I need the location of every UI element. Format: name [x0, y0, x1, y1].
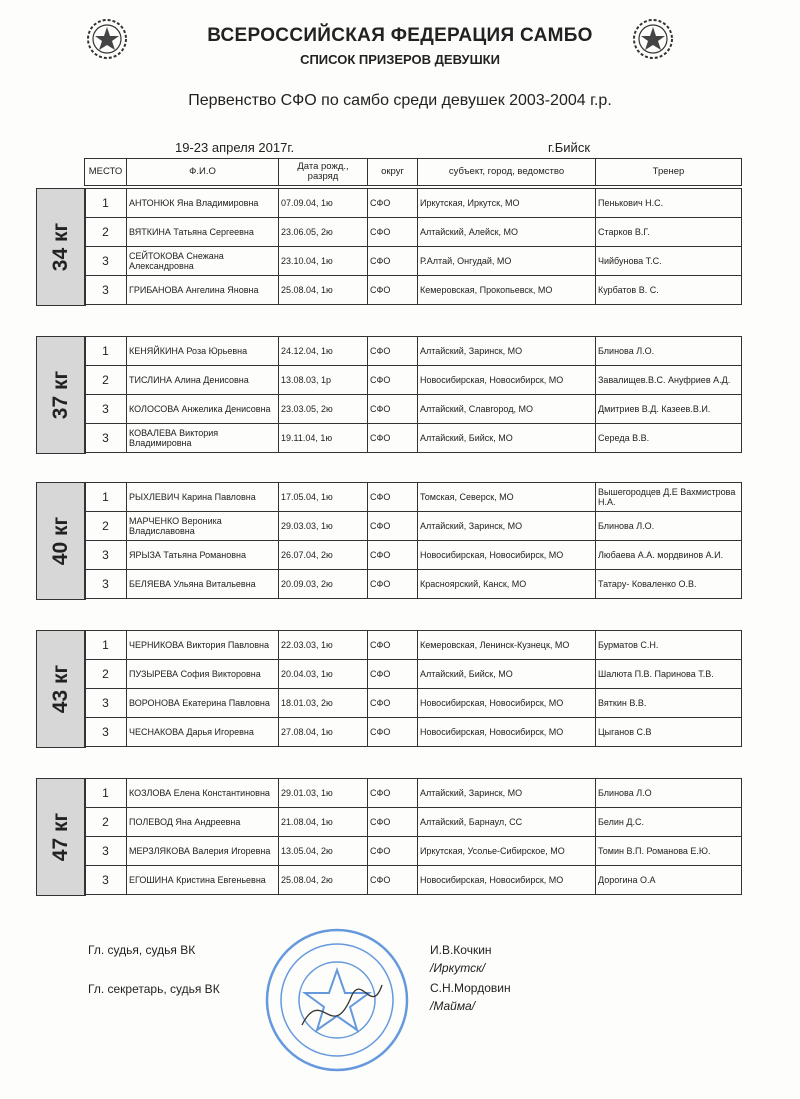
cell-okrug: СФО [368, 337, 418, 366]
judge-name: И.В.Кочкин [430, 943, 492, 957]
competition-title: Первенство СФО по самбо среди девушек 2003-2004 г.р. [188, 92, 612, 109]
cell-okrug: СФО [368, 218, 418, 247]
cell-region: Алтайский, Заринск, МО [418, 779, 596, 808]
cell-coach: Томин В.П. Романова Е.Ю. [596, 837, 742, 866]
cell-dob: 22.03.03, 1ю [279, 631, 368, 660]
table-row [85, 689, 742, 718]
cell-place: 3 [85, 689, 127, 718]
cell-place: 3 [85, 718, 127, 747]
cell-coach: Чийбунова Т.С. [596, 247, 742, 276]
cell-dob: 29.01.03, 1ю [279, 779, 368, 808]
cell-dob: 20.04.03, 1ю [279, 660, 368, 689]
cell-place: 1 [85, 337, 127, 366]
competition-dates: 19-23 апреля 2017г. [175, 140, 295, 155]
table-row [85, 837, 742, 866]
judge-title: Гл. судья, судья ВК [88, 943, 196, 957]
cell-region: Алтайский, Заринск, МО [418, 337, 596, 366]
cell-dob: 18.01.03, 2ю [279, 689, 368, 718]
cell-name: ГРИБАНОВА Ангелина Яновна [127, 276, 279, 305]
cell-okrug: СФО [368, 189, 418, 218]
cell-okrug: СФО [368, 718, 418, 747]
cell-place: 3 [85, 866, 127, 895]
table-row [85, 512, 742, 541]
cell-region: Кемеровская, Ленинск-Кузнецк, МО [418, 631, 596, 660]
cell-name: КОВАЛЕВА Виктория Владимировна [127, 424, 279, 453]
cell-region: Алтайский, Славгород, МО [418, 395, 596, 424]
cell-name: СЕЙТОКОВА Снежана Александровна [127, 247, 279, 276]
cell-coach: Любаева А.А. мордвинов А.И. [596, 541, 742, 570]
secretary-city: /Майма/ [430, 999, 476, 1013]
cell-coach: Вышегородцев Д.Е Вахмистрова Н.А. [596, 483, 742, 512]
cell-okrug: СФО [368, 276, 418, 305]
cell-name: КОЗЛОВА Елена Константиновна [127, 779, 279, 808]
weight-category-text: 47 кг [49, 812, 73, 862]
table-row [85, 541, 742, 570]
table-row [85, 424, 742, 453]
table-row [85, 808, 742, 837]
cell-region: Иркутская, Иркутск, МО [418, 189, 596, 218]
table-row [85, 366, 742, 395]
cell-okrug: СФО [368, 779, 418, 808]
cell-dob: 24.12.04, 1ю [279, 337, 368, 366]
official-stamp-icon [262, 925, 412, 1075]
table-row [85, 779, 742, 808]
cell-okrug: СФО [368, 483, 418, 512]
cell-okrug: СФО [368, 689, 418, 718]
table-row [85, 866, 742, 895]
weight-category-label [36, 336, 86, 454]
cell-place: 3 [85, 276, 127, 305]
cell-region: Алтайский, Бийск, МО [418, 660, 596, 689]
cell-place: 2 [85, 218, 127, 247]
cell-place: 2 [85, 366, 127, 395]
cell-place: 3 [85, 247, 127, 276]
cell-region: Новосибирская, Новосибирск, МО [418, 541, 596, 570]
column-header-table [84, 158, 742, 186]
cell-name: КОЛОСОВА Анжелика Денисовна [127, 395, 279, 424]
cell-coach: Блинова Л.О. [596, 512, 742, 541]
cell-dob: 23.10.04, 1ю [279, 247, 368, 276]
table-row [85, 276, 742, 305]
cell-region: Томская, Северск, МО [418, 483, 596, 512]
cell-place: 1 [85, 189, 127, 218]
cell-name: БЕЛЯЕВА Ульяна Витальевна [127, 570, 279, 599]
cell-coach: Вяткин В.В. [596, 689, 742, 718]
weight-category-text: 40 кг [49, 516, 73, 566]
cell-dob: 19.11.04, 1ю [279, 424, 368, 453]
cell-dob: 20.09.03, 2ю [279, 570, 368, 599]
col-dob: Дата рожд., разряд [279, 159, 368, 186]
cell-place: 3 [85, 541, 127, 570]
cell-coach: Цыганов С.В [596, 718, 742, 747]
cell-name: МЕРЗЛЯКОВА Валерия Игоревна [127, 837, 279, 866]
cell-dob: 26.07.04, 2ю [279, 541, 368, 570]
cell-name: ВОРОНОВА Екатерина Павловна [127, 689, 279, 718]
cell-name: ТИСЛИНА Алина Денисовна [127, 366, 279, 395]
table-row [85, 218, 742, 247]
category-table [84, 630, 742, 747]
secretary-name: С.Н.Мордовин [430, 981, 511, 995]
cell-dob: 13.08.03, 1р [279, 366, 368, 395]
category-table [84, 336, 742, 453]
cell-region: Алтайский, Бийск, МО [418, 424, 596, 453]
cell-region: Новосибирская, Новосибирск, МО [418, 689, 596, 718]
cell-okrug: СФО [368, 570, 418, 599]
table-row [85, 395, 742, 424]
cell-coach: Белин Д.С. [596, 808, 742, 837]
table-row [85, 718, 742, 747]
category-table [84, 188, 742, 305]
cell-okrug: СФО [368, 808, 418, 837]
cell-name: ЧЕСНАКОВА Дарья Игоревна [127, 718, 279, 747]
cell-name: ВЯТКИНА Татьяна Сергеевна [127, 218, 279, 247]
cell-region: Р.Алтай, Онгудай, МО [418, 247, 596, 276]
cell-coach: Середа В.В. [596, 424, 742, 453]
cell-dob: 23.03.05, 2ю [279, 395, 368, 424]
cell-place: 3 [85, 837, 127, 866]
cell-dob: 27.08.04, 1ю [279, 718, 368, 747]
cell-okrug: СФО [368, 837, 418, 866]
col-region: субъект, город, ведомство [418, 159, 596, 186]
cell-place: 2 [85, 512, 127, 541]
cell-okrug: СФО [368, 424, 418, 453]
cell-coach: Блинова Л.О. [596, 337, 742, 366]
cell-dob: 17.05.04, 1ю [279, 483, 368, 512]
weight-category-text: 37 кг [49, 370, 73, 420]
cell-name: ЯРЫЗА Татьяна Романовна [127, 541, 279, 570]
cell-place: 3 [85, 570, 127, 599]
weight-category-label [36, 630, 86, 748]
cell-okrug: СФО [368, 631, 418, 660]
cell-coach: Курбатов В. С. [596, 276, 742, 305]
cell-place: 2 [85, 808, 127, 837]
cell-name: ЧЕРНИКОВА Виктория Павловна [127, 631, 279, 660]
cell-okrug: СФО [368, 512, 418, 541]
cell-region: Новосибирская, Новосибирск, МО [418, 866, 596, 895]
cell-dob: 07.09.04, 1ю [279, 189, 368, 218]
weight-category-text: 43 кг [49, 664, 73, 714]
cell-region: Новосибирская, Новосибирск, МО [418, 366, 596, 395]
cell-dob: 25.08.04, 2ю [279, 866, 368, 895]
cell-dob: 29.03.03, 1ю [279, 512, 368, 541]
cell-place: 1 [85, 483, 127, 512]
table-row [85, 337, 742, 366]
col-okrug: округ [368, 159, 418, 186]
col-coach: Тренер [596, 159, 742, 186]
cell-coach: Бурматов С.Н. [596, 631, 742, 660]
judge-city: /Иркутск/ [430, 961, 486, 975]
cell-region: Алтайский, Заринск, МО [418, 512, 596, 541]
cell-name: ПУЗЫРЕВА София Викторовна [127, 660, 279, 689]
cell-coach: Блинова Л.О [596, 779, 742, 808]
category-table [84, 482, 742, 599]
cell-region: Иркутская, Усолье-Сибирское, МО [418, 837, 596, 866]
cell-dob: 23.06.05, 2ю [279, 218, 368, 247]
competition-city: г.Бийск [548, 140, 591, 155]
weight-category-label [36, 778, 86, 896]
table-row [85, 660, 742, 689]
cell-coach: Татару- Коваленко О.В. [596, 570, 742, 599]
table-row [85, 189, 742, 218]
cell-okrug: СФО [368, 395, 418, 424]
weight-category-text: 34 кг [49, 222, 73, 272]
cell-name: РЫХЛЕВИЧ Карина Павловна [127, 483, 279, 512]
federation-title: ВСЕРОССИЙСКАЯ ФЕДЕРАЦИЯ САМБО [207, 25, 593, 46]
cell-region: Красноярский, Канск, МО [418, 570, 596, 599]
cell-dob: 25.08.04, 1ю [279, 276, 368, 305]
cell-dob: 13.05.04, 2ю [279, 837, 368, 866]
cell-place: 3 [85, 424, 127, 453]
cell-region: Кемеровская, Прокопьевск, МО [418, 276, 596, 305]
cell-name: АНТОНЮК Яна Владимировна [127, 189, 279, 218]
cell-coach: Шалюта П.В. Паринова Т.В. [596, 660, 742, 689]
table-row [85, 247, 742, 276]
table-row [85, 631, 742, 660]
cell-region: Алтайский, Алейск, МО [418, 218, 596, 247]
cell-okrug: СФО [368, 866, 418, 895]
cell-coach: Старков В.Г. [596, 218, 742, 247]
category-table [84, 778, 742, 895]
cell-place: 3 [85, 395, 127, 424]
cell-name: МАРЧЕНКО Вероника Владиславовна [127, 512, 279, 541]
cell-region: Новосибирская, Новосибирск, МО [418, 718, 596, 747]
cell-dob: 21.08.04, 1ю [279, 808, 368, 837]
col-name: Ф.И.О [127, 159, 279, 186]
cell-place: 1 [85, 631, 127, 660]
cell-coach: Дмитриев В.Д. Казеев.В.И. [596, 395, 742, 424]
col-place: МЕСТО [85, 159, 127, 186]
table-row [85, 570, 742, 599]
cell-name: КЕНЯЙКИНА Роза Юрьевна [127, 337, 279, 366]
weight-category-label [36, 188, 86, 306]
secretary-title: Гл. секретарь, судья ВК [88, 982, 220, 996]
cell-name: ПОЛЕВОД Яна Андреевна [127, 808, 279, 837]
cell-coach: Завалищев.В.С. Ануфриев А.Д. [596, 366, 742, 395]
cell-coach: Дорогина О.А [596, 866, 742, 895]
cell-okrug: СФО [368, 541, 418, 570]
cell-region: Алтайский, Барнаул, СС [418, 808, 596, 837]
cell-place: 1 [85, 779, 127, 808]
cell-okrug: СФО [368, 366, 418, 395]
cell-coach: Пенькович Н.С. [596, 189, 742, 218]
cell-name: ЕГОШИНА Кристина Евгеньевна [127, 866, 279, 895]
cell-okrug: СФО [368, 660, 418, 689]
cell-place: 2 [85, 660, 127, 689]
list-title: СПИСОК ПРИЗЕРОВ ДЕВУШКИ [300, 52, 500, 67]
table-row [85, 483, 742, 512]
cell-okrug: СФО [368, 247, 418, 276]
weight-category-label [36, 482, 86, 600]
